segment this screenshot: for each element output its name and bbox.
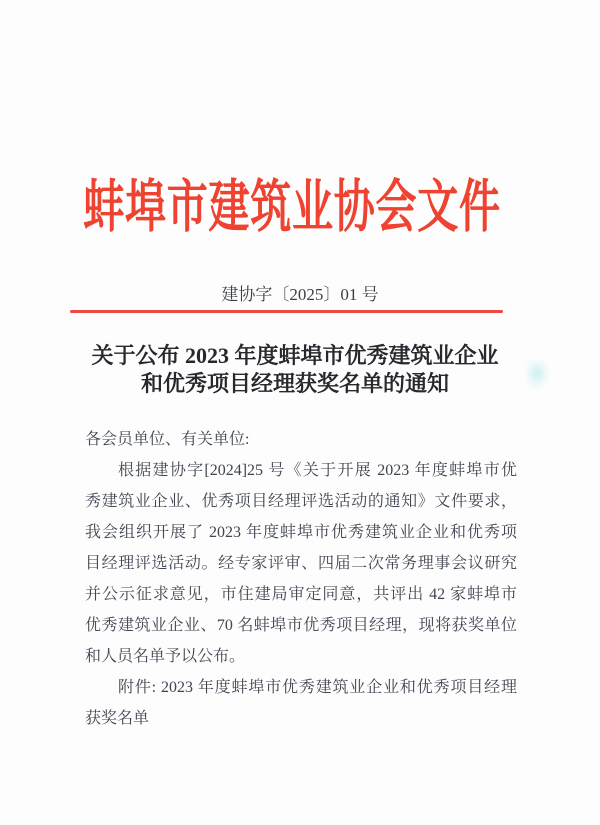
attachment-line: 获奖名单 xyxy=(85,710,150,727)
body-line: 秀建筑业企业、优秀项目经理评选活动的通知》文件要求， xyxy=(85,493,517,510)
red-rule-divider xyxy=(70,310,503,313)
body-line: 根据建协字[2024]25 号《关于开展 2023 年度蚌埠市优 xyxy=(118,462,517,479)
salutation-line: 各会员单位、有关单位: xyxy=(85,431,250,448)
attachment-line: 附件: 2023 年度蚌埠市优秀建筑业企业和优秀项目经理 xyxy=(118,679,517,696)
body-line: 目经理评选活动。经专家评审、四届二次常务理事会议研究 xyxy=(85,555,517,572)
notice-body xyxy=(85,424,517,734)
letterhead-title: 蚌埠市建筑业协会文件 xyxy=(83,176,501,239)
notice-title-line1: 关于公布 2023 年度蚌埠市优秀建筑业企业 xyxy=(91,343,499,368)
body-line: 并公示征求意见，市住建局审定同意，共评出 42 家蚌埠市 xyxy=(85,586,517,603)
body-line: 我会组织开展了 2023 年度蚌埠市优秀建筑业企业和优秀项 xyxy=(85,524,517,541)
body-line: 和人员名单予以公布。 xyxy=(85,648,246,665)
notice-title-line2: 和优秀项目经理获奖名单的通知 xyxy=(140,370,449,396)
notice-title xyxy=(0,342,595,397)
body-line: 优秀建筑业企业、70 名蚌埠市优秀项目经理，现将获奖单位 xyxy=(85,617,517,634)
document-number: 建协字〔2025〕01 号 xyxy=(221,285,379,304)
